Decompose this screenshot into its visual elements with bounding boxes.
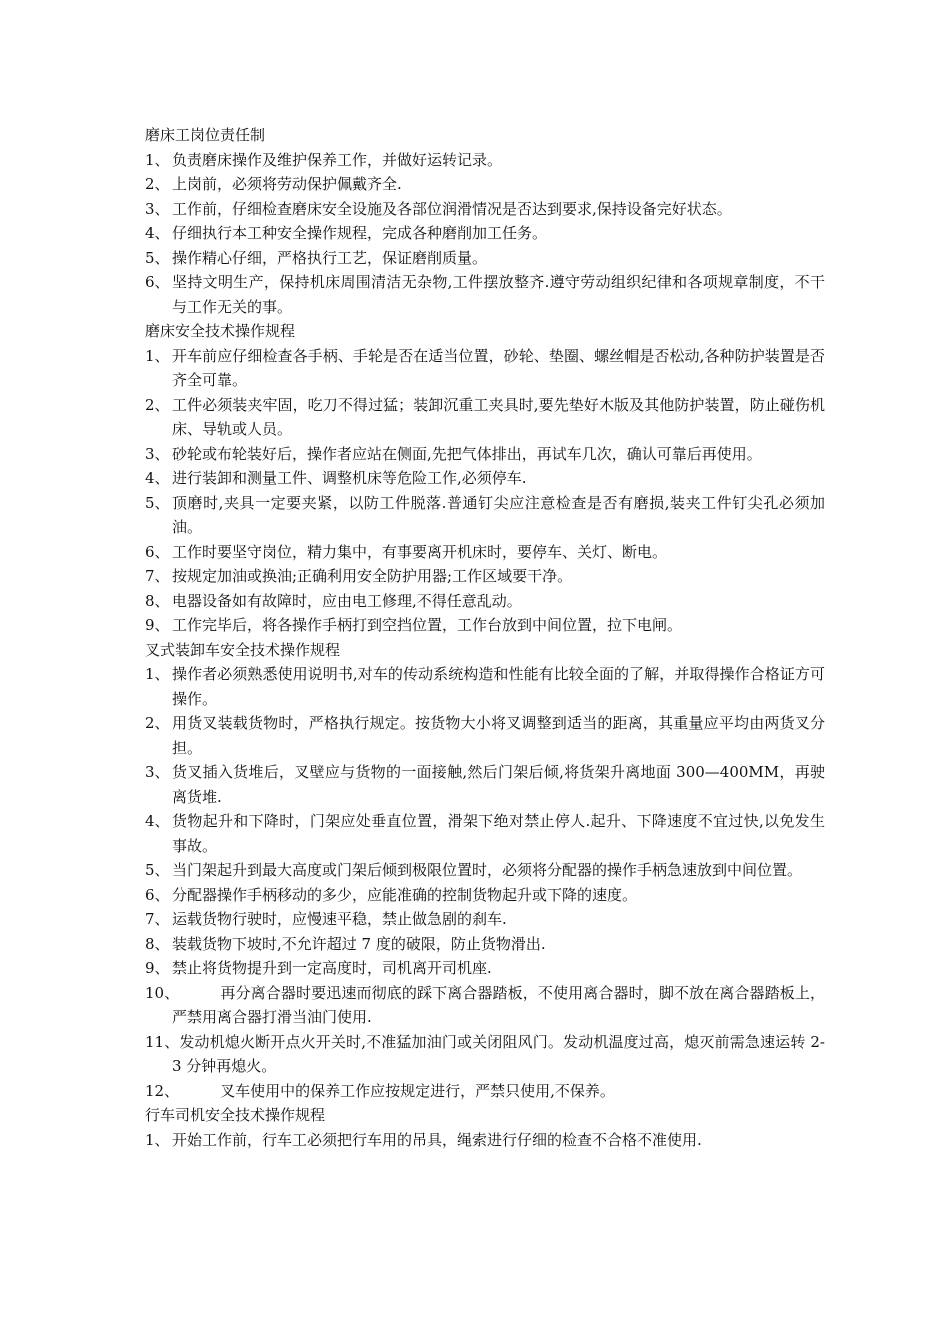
list-item <box>145 197 825 222</box>
list-item <box>145 148 825 173</box>
list-item <box>145 540 825 565</box>
section-grinder-duties <box>145 123 825 319</box>
list-item <box>145 809 825 858</box>
item-text: 用货叉装载货物时，严格执行规定。按货物大小将叉调整到适当的距离，其重量应平均由两货叉分担。 <box>172 714 825 757</box>
item-text: 开车前应仔细检查各手柄、手轮是否在适当位置，砂轮、垫圈、螺丝帽是否松动,各种防护装置是否齐全可靠。 <box>172 346 825 389</box>
list-item <box>145 442 825 467</box>
item-number: 4、 <box>145 469 170 487</box>
list-item <box>145 221 825 246</box>
item-text: 装载货物下坡时,不允许超过 7 度的破限，防止货物滑出. <box>172 934 546 953</box>
item-number: 5、 <box>145 248 170 267</box>
item-text: 当门架起升到最大高度或门架后倾到极限位置时，必须将分配器的操作手柄急速放到中间位置。 <box>172 861 803 879</box>
item-text: 工作时要坚守岗位，精力集中，有事要离开机床时，要停车、关灯、断电。 <box>172 542 668 561</box>
list-item <box>145 1079 825 1104</box>
list-item <box>145 491 825 540</box>
item-number: 5、 <box>145 493 170 512</box>
item-text: 工作前，仔细检查磨床安全设施及各部位润滑情况是否达到要求,保持设备完好状态。 <box>172 199 732 218</box>
list-item <box>145 564 825 589</box>
item-number: 7、 <box>145 567 170 585</box>
item-text: 操作者必须熟悉使用说明书,对车的传动系统构造和性能有比较全面的了解，并取得操作合格证方可操作。 <box>172 665 825 708</box>
item-number: 3、 <box>145 199 170 218</box>
item-number: 6、 <box>145 542 170 561</box>
item-number: 10、 <box>145 983 180 1002</box>
list-item <box>145 172 825 197</box>
list-item <box>145 613 825 638</box>
item-text: 货物起升和下降时，门架应处垂直位置，滑架下绝对禁止停人.起升、下降速度不宜过快,以免发生事故。 <box>172 812 825 855</box>
list-item <box>145 711 825 760</box>
item-text: 电器设备如有故障时，应由电工修理,不得任意乱动。 <box>172 591 522 610</box>
section-title: 磨床安全技术操作规程 <box>145 322 296 340</box>
section-grinder-safety <box>145 319 825 638</box>
item-number: 8、 <box>145 591 170 610</box>
item-number: 7、 <box>145 910 170 928</box>
item-number: 1、 <box>145 150 170 169</box>
list-item <box>145 858 825 883</box>
item-number: 2、 <box>145 175 170 193</box>
item-text: 货叉插入货堆后，叉壁应与货物的一面接触,然后门架后倾,将货架升离地面 300—400MM，再驶离货堆. <box>172 763 825 806</box>
section-forklift-safety <box>145 638 825 1104</box>
item-number: 6、 <box>145 885 170 904</box>
item-number: 6、 <box>145 273 170 291</box>
list-item <box>145 907 825 932</box>
section-crane-operator-safety <box>145 1103 825 1152</box>
list-item <box>145 393 825 442</box>
list-item <box>145 932 825 957</box>
item-number: 4、 <box>145 224 170 242</box>
item-number: 3、 <box>145 444 170 463</box>
list-item <box>145 760 825 809</box>
item-number: 5、 <box>145 861 170 879</box>
item-number: 2、 <box>145 395 170 414</box>
item-number: 1、 <box>145 1130 170 1149</box>
item-text: 顶磨时,夹具一定要夹紧，以防工件脱落.普通钉尖应注意检查是否有磨损,装夹工件钉尖孔必须加油。 <box>172 493 825 536</box>
item-number: 1、 <box>145 665 170 683</box>
item-number: 12、 <box>145 1081 180 1100</box>
list-item <box>145 883 825 908</box>
item-text: 分配器操作手柄移动的多少，应能准确的控制货物起升或下降的速度。 <box>172 885 638 904</box>
list-item <box>145 981 825 1030</box>
item-number: 9、 <box>145 616 170 634</box>
section-title: 行车司机安全技术操作规程 <box>145 1106 326 1124</box>
section-title: 磨床工岗位责任制 <box>145 126 266 144</box>
item-text: 工件必须装夹牢固，吃刀不得过猛；装卸沉重工夹具时,要先垫好木版及其他防护装置，防止碰伤机床、导轨或人员。 <box>172 395 825 438</box>
document-body <box>145 123 825 1152</box>
item-text: 禁止将货物提升到一定高度时，司机离开司机座. <box>172 959 492 977</box>
item-text: 进行装卸和测量工件、调整机床等危险工作,必须停车. <box>172 469 527 487</box>
item-text: 叉车使用中的保养工作应按规定进行，严禁只使用,不保养。 <box>220 1081 615 1100</box>
list-item <box>145 270 825 319</box>
list-item <box>145 344 825 393</box>
list-item <box>145 1030 825 1079</box>
item-text: 开始工作前，行车工必须把行车用的吊具，绳索进行仔细的检查不合格不准使用. <box>172 1130 702 1149</box>
item-number: 2、 <box>145 714 170 732</box>
list-item <box>145 246 825 271</box>
list-item <box>145 956 825 981</box>
list-item <box>145 466 825 491</box>
item-text: 按规定加油或换油;正确利用安全防护用器;工作区域要干净。 <box>172 567 573 585</box>
item-text: 坚持文明生产，保持机床周围清洁无杂物,工件摆放整齐.遵守劳动组织纪律和各项规章制度，不干与工作无关的事。 <box>172 273 825 316</box>
list-item <box>145 589 825 614</box>
item-text: 工作完毕后，将各操作手柄打到空挡位置，工作台放到中间位置，拉下电闸。 <box>172 616 683 634</box>
item-number: 11、 <box>145 1032 180 1051</box>
item-number: 3、 <box>145 763 170 781</box>
item-number: 1、 <box>145 346 170 365</box>
item-text: 再分离合器时要迅速而彻底的踩下离合器踏板，不使用离合器时，脚不放在离合器踏板上，严禁用离合器打滑当油门使用. <box>172 983 825 1026</box>
item-number: 8、 <box>145 934 170 953</box>
item-text: 仔细执行本工种安全操作规程，完成各种磨削加工任务。 <box>172 224 548 242</box>
section-title: 叉式装卸车安全技术操作规程 <box>145 640 341 659</box>
item-text: 操作精心仔细，严格执行工艺，保证磨削质量。 <box>172 248 488 267</box>
list-item <box>145 1128 825 1153</box>
item-text: 上岗前，必须将劳动保护佩戴齐全. <box>172 175 402 193</box>
item-text: 发动机熄火断开点火开关时,不准猛加油门或关闭阻风门。发动机温度过高，熄灭前需急速运转 2-3 分钟再熄火。 <box>172 1032 825 1075</box>
item-text: 负责磨床操作及维护保养工作，并做好运转记录。 <box>172 150 503 169</box>
item-text: 运载货物行驶时，应慢速平稳，禁止做急剧的刹车. <box>172 910 507 928</box>
item-number: 9、 <box>145 959 170 977</box>
list-item <box>145 662 825 711</box>
item-text: 砂轮或布轮装好后，操作者应站在侧面,先把气体排出，再试车几次，确认可靠后再使用。 <box>172 444 762 463</box>
item-number: 4、 <box>145 812 170 830</box>
